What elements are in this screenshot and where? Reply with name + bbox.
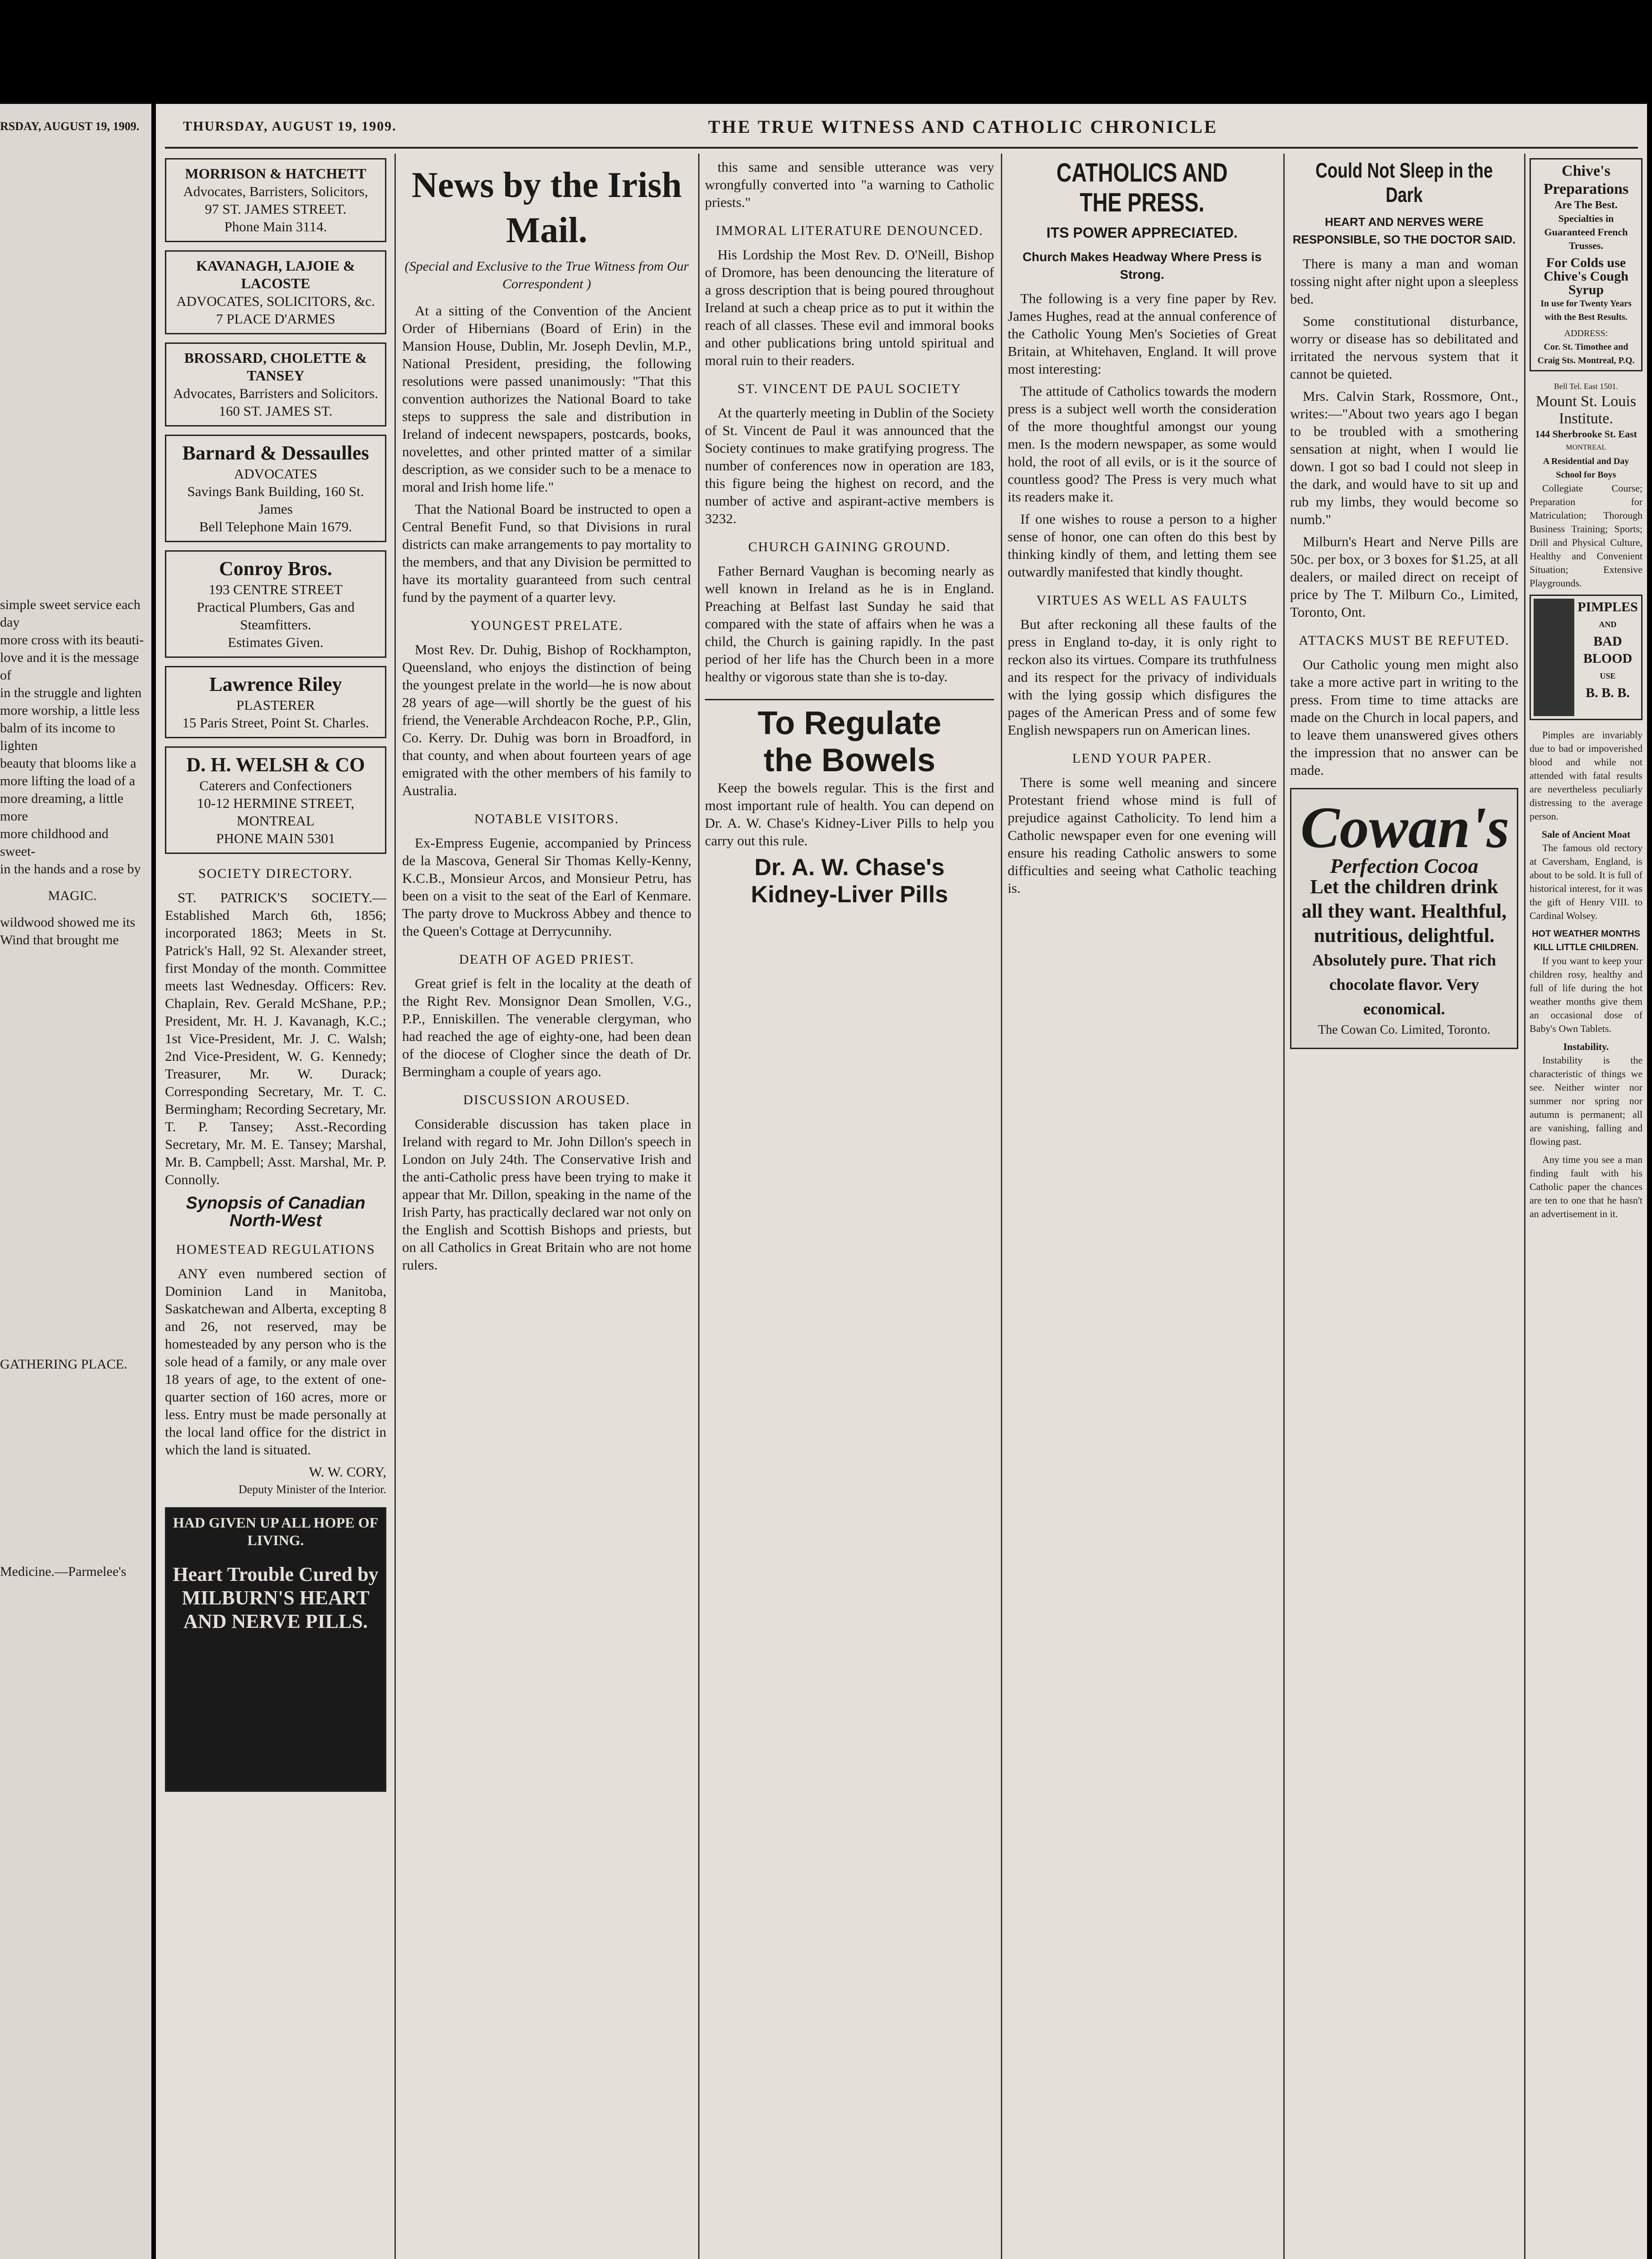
catholics-headline-1: CATHOLICS AND	[1056, 158, 1228, 187]
column-rule	[1001, 154, 1002, 2259]
ad-line: 15 Paris Street, Point St. Charles.	[182, 715, 369, 731]
ad-chase-footer-1: Dr. A. W. Chase's	[754, 854, 945, 881]
ad-pimples	[1530, 595, 1643, 720]
adjacent-line: more dreaming, a little more	[0, 791, 124, 824]
society-text: ST. PATRICK'S SOCIETY.—Established March 6th, 1856; incorporated 1863; Meets in St. Patrick's Hall, 92 St. Alexander street, first Monday of the month. Committee meets last Wednesday. Officers: Rev. Chaplain, Rev. Gerald McShane, P.P.; President, Mr. H. J. Kavanagh, K.C.; 1st Vice-President, Mr. J. C. Walsh; 2nd Vice-President, W. G. Kennedy; Treasurer, Mr. W. Durack; Corresponding Secretary, Mr. T. C. Bermingham; Recording Secretary, Mr. T. P. Tansey; Asst.-Recording Secretary, Mr. M. E. Tansey; Marshal, Mr. B. Campbell; Asst. Marshal, Mr. P. Connolly.	[165, 890, 386, 1187]
institute-text: Collegiate Course; Preparation for Matriculation; Thorough Business Training; Sports; Drill and Physical Culture, Healthy and Convenient Situation; Extensive Playgrounds.	[1530, 483, 1643, 589]
ad-cowans-cocoa	[1290, 788, 1518, 1049]
address-label: ADDRESS:	[1564, 328, 1608, 338]
article-paragraph: this same and sensible utterance was very wrongfully converted into "a warning to Catholic priests."	[705, 159, 994, 210]
cowans-tagline-2: Absolutely pure. That rich chocolate flavor. Very economical.	[1312, 951, 1496, 1018]
ad-line: 7 PLACE D'ARMES	[216, 311, 335, 327]
adjacent-line: more worship, a little less	[0, 703, 140, 718]
section-heading: LEND YOUR PAPER.	[1072, 751, 1212, 766]
ad-line: Advocates, Barristers, Solicitors,	[183, 183, 368, 199]
article-paragraph: But after reckoning all these faults of the press in England to-day, it is only right to reckon also its virtues. Compare its truthfulness and its respect for the privacy of individuals with the lying gossip which disfigures the pages of the American Press and of some few English newspapers run on American lines.	[1008, 616, 1277, 738]
ad-title: Barnard & Dessaulles	[182, 442, 369, 464]
ad-chives	[1530, 158, 1643, 371]
synopsis-signature: W. W. CORY,	[309, 1464, 386, 1480]
chives-title: Chive's Preparations	[1543, 163, 1629, 197]
article-paragraph: The following is a very fine paper by Rev. James Hughes, read at the annual conference of the Catholic Young Men's Societies of Great Britain, at Whitehaven, England. It will prove most interesting:	[1008, 291, 1277, 377]
ad-line: Advocates, Barristers and Solicitors.	[173, 385, 378, 401]
running-header	[183, 111, 1620, 142]
adjacent-line: beauty that blooms like a	[0, 756, 136, 771]
colds-line-2: Chive's Cough Syrup	[1544, 269, 1629, 297]
article-paragraph: Father Bernard Vaughan is becoming nearly as well known in Ireland as he is in England. Preaching at Belfast last Sunday he said that compared with the state of affairs when he was a child, the Church is gaining rapidly. In the past period of her life has the Church been in a more healthy or vigorous state than she is to-day.	[705, 563, 994, 684]
adjacent-line: more childhood and sweet-	[0, 826, 108, 859]
pimples-line: B. B. B.	[1586, 685, 1630, 700]
cowans-subtitle: Perfection Cocoa	[1330, 854, 1478, 877]
adjacent-line: in the struggle and lighten	[0, 685, 142, 700]
article-paragraph: Some constitutional disturbance, worry or disease has so debilitated and irritated the nervous system that it cannot be quieted.	[1290, 313, 1518, 382]
section-heading: ST. VINCENT DE PAUL SOCIETY	[737, 381, 962, 396]
synopsis-subheading: HOMESTEAD REGULATIONS	[176, 1242, 375, 1257]
ad-line: ADVOCATES, SOLICITORS, &c.	[176, 293, 375, 309]
instability-heading: Instability.	[1563, 1041, 1609, 1052]
colds-line-3: In use for Twenty Years with the Best Results.	[1540, 299, 1632, 322]
institute-phone: Bell Tel. East 1501.	[1554, 382, 1618, 391]
article-paragraph: There is many a man and woman tossing night after night upon a sleepless bed.	[1290, 256, 1518, 307]
cowans-logo: Cowan's	[1300, 795, 1510, 860]
pimples-line: PIMPLES	[1577, 600, 1638, 614]
article-paragraph: The attitude of Catholics towards the modern press is a subject well worth the consideration of the more thoughtful amongst our young men. Is the modern newspaper, as some would hold, the root of all evils, or is it the source of countless good? The Press is very much what its readers make it.	[1008, 383, 1277, 505]
hot-weather-heading-1: HOT WEATHER MONTHS	[1532, 929, 1640, 939]
catholics-headline-2: THE PRESS.	[1079, 188, 1205, 217]
cowans-footer: The Cowan Co. Limited, Toronto.	[1318, 1023, 1490, 1037]
woman-illustration	[1534, 599, 1574, 716]
ad-kavanagh	[165, 250, 386, 334]
institute-title: Mount St. Louis Institute.	[1536, 393, 1636, 427]
article-paragraph: Considerable discussion has taken place in Ireland with regard to Mr. John Dillon's speech in London on July 24th. The Conservative Irish and the anti-Catholic press have been trying to make it appear that Mr. Dillon, speaking in the name of the Irish Party, has practically declared war not only on the English and Scottish Bishops and priests, but on all Catholics in Great Britain who are not home rulers.	[402, 1116, 691, 1273]
ad-line: ADVOCATES	[234, 466, 318, 482]
section-heading: ATTACKS MUST BE REFUTED.	[1299, 633, 1510, 648]
ad-heart-text: Heart Trouble Cured by MILBURN'S HEART AND NERVE PILLS.	[173, 1563, 379, 1632]
column-ads-right	[1530, 158, 1643, 2259]
end-text: Any time you see a man finding fault with his Catholic paper the chances are ten to one that he hasn't an advertisement in it.	[1530, 1154, 1643, 1219]
article-paragraph: That the National Board be instructed to open a Central Benefit Fund, so that Divisions in rural districts can make arrangements to pay mortality to the members, and that any Division be permitted to have its mortality guaranteed from such central fund by the payment of a quarter levy.	[402, 501, 691, 605]
adjacent-line: love and it is the message of	[0, 650, 139, 683]
cowans-tagline: Let the children drink all they want. Healthful, nutritious, delightful.	[1301, 876, 1507, 947]
section-heading: NOTABLE VISITORS.	[474, 811, 620, 826]
irish-mail-subline: (Special and Exclusive to the True Witness from Our Correspondent )	[404, 259, 689, 291]
sale-text: The famous old rectory at Caversham, England, is about to be sold. It is full of historical interest, for it was the gift of Henry VIII. to Cardinal Wolsey.	[1530, 842, 1643, 921]
article-paragraph: Most Rev. Dr. Duhig, Bishop of Rockhampton, Queensland, who enjoys the distinction of being the youngest prelate in the world—he is now about 28 years of age—will shortly be the guest of his friend, the Venerable Archdeacon Roche, P.P., Glin, Co. Kerry. Dr. Duhig was born in Broadford, in that county, and when about fourteen years of age emigrated with the other members of his family to Australia.	[402, 642, 691, 798]
ad-line: PHONE MAIN 5301	[216, 830, 335, 846]
ad-title: Conroy Bros.	[219, 558, 333, 580]
adjacent-line: GATHERING PLACE.	[0, 1357, 127, 1372]
pimples-line: BLOOD	[1583, 651, 1633, 666]
sleep-subhead: HEART AND NERVES WERE RESPONSIBLE, SO THE DOCTOR SAID.	[1292, 215, 1516, 246]
column-irish-mail	[402, 158, 691, 2259]
header-date: THURSDAY, AUGUST 19, 1909.	[183, 119, 397, 134]
ad-welsh	[165, 746, 386, 854]
colds-line-1: For Colds use	[1546, 255, 1626, 270]
ad-line: 97 ST. JAMES STREET.	[205, 201, 347, 217]
section-heading: DEATH OF AGED PRIEST.	[459, 952, 635, 967]
ad-line: Savings Bank Building, 160 St. James	[187, 483, 364, 517]
institute-address: 144 Sherbrooke St. East	[1535, 428, 1637, 440]
hot-weather-text: If you want to keep your children rosy, healthy and full of life during the hot weather months give them an occasional dose of Baby's Own Tablets.	[1530, 955, 1643, 1034]
ad-regulate-title-1: To Regulate	[757, 705, 942, 741]
ad-title: D. H. WELSH & CO	[186, 754, 365, 776]
irish-mail-headline: News by the Irish Mail.	[412, 165, 682, 250]
adjacent-line: in the hands and a rose by	[0, 862, 141, 876]
article-paragraph: His Lordship the Most Rev. D. O'Neill, Bishop of Dromore, has been denouncing the literature of a gross description that is being poured throughout Ireland at such a cheap price as to put it within the reach of all classes. These evil and immoral books and other publications bring untold spiritual and moral ruin to their readers.	[705, 247, 994, 368]
ad-brossard	[165, 342, 386, 426]
ad-morrison-hatchett	[165, 158, 386, 242]
adjacent-page-date: RSDAY, AUGUST 19, 1909.	[0, 120, 140, 133]
column-rule	[394, 154, 396, 2259]
article-paragraph: Ex-Empress Eugenie, accompanied by Princess de la Mascova, General Sir Thomas Kelly-Kenny, K.C.B., Monsieur Arcos, and Monsieur Petru, has been on a visit to the seat of the Earl of Kenmare. The party drove to Muckross Abbey and thence to the Queen's Cottage at Derrycunnihy.	[402, 835, 691, 939]
column-rule	[1283, 154, 1285, 2259]
article-paragraph: At a sitting of the Convention of the Ancient Order of Hibernians (Board of Erin) in the Mansion House, Dublin, Mr. Joseph Devlin, M.P., National President, presiding, the following resolutions were passed unanimously: "That this convention authorizes the National Board to take steps to suppress the sale and distribution in Ireland of indecent newspapers, postcards, books, novelettes, and other printed matter of a similar description, as we consider such to be a menace to moral and Irish home life."	[402, 303, 691, 495]
institute-city: MONTREAL	[1566, 444, 1606, 451]
section-heading: IMMORAL LITERATURE DENOUNCED.	[715, 223, 984, 238]
ad-line: Estimates Given.	[228, 634, 324, 650]
ad-barnard	[165, 435, 386, 542]
pimples-line: BAD	[1593, 634, 1622, 649]
section-heading: CHURCH GAINING GROUND.	[748, 539, 951, 554]
section-heading: YOUNGEST PRELATE.	[470, 618, 624, 633]
ad-regulate-text: Keep the bowels regular. This is the first and most important rule of health. You can depend on Dr. A. W. Chase's Kidney-Liver Pills to help you carry out this rule.	[705, 780, 994, 848]
column-catholics-press	[1008, 158, 1277, 2259]
adjacent-line: Medicine.—Parmelee's	[0, 1564, 127, 1579]
ad-title: MORRISON & HATCHETT	[185, 165, 366, 182]
column-directory	[165, 158, 386, 2259]
institute-subtitle: A Residential and Day School for Boys	[1543, 456, 1629, 480]
article-paragraph: At the quarterly meeting in Dublin of the Society of St. Vincent de Paul it was announced that the Society continues to make gratifying progress. The number of conferences now in operation are 183, this figure being the highest on record, and the number of active and aspirant-active members is 3232.	[705, 405, 994, 526]
adjacent-line: Wind that brought me	[0, 933, 119, 947]
ad-line: 193 CENTRE STREET	[208, 581, 343, 597]
sleep-headline: Could Not Sleep in the Dark	[1315, 159, 1493, 206]
synopsis-text: ANY even numbered section of Dominion Land in Manitoba, Saskatchewan and Alberta, excepting 8 and 26, not reserved, may be homesteaded by any person who is the sole head of a family, or any male over 18 years of age, to the extent of one-quarter section of 160 acres, more or less. Entry must be made personally at the local land office for the district in which the land is situated.	[165, 1265, 386, 1458]
header-rule	[165, 147, 1638, 149]
article-paragraph: If one wishes to rouse a person to a higher sense of honor, one can often do this best by thinking kindly of them, and letting them see outwardly manifested that kindly thought.	[1008, 511, 1277, 580]
ad-line: 10-12 HERMINE STREET, MONTREAL	[197, 795, 355, 829]
ad-conroy	[165, 550, 386, 658]
pimples-text: Pimples are invariably due to bad or impoverished blood and while not attended with fatal results are nevertheless peculiarly distressing to the average person.	[1530, 729, 1643, 822]
adjacent-line: wildwood showed me its	[0, 915, 136, 930]
adjacent-line: more lifting the load of a	[0, 773, 136, 788]
ad-heart-title: HAD GIVEN UP ALL HOPE OF LIVING.	[173, 1514, 379, 1548]
ad-riley	[165, 666, 386, 738]
article-paragraph: Our Catholic young men might also take a more active part in writing to the press. From time to time attacks are made on the Church in local papers, and to leave them unanswered gives others the impression that no answer can be made.	[1290, 656, 1518, 778]
column-irish-mail-continued	[705, 158, 994, 2259]
column-could-not-sleep	[1290, 158, 1518, 2259]
chives-sub: Are The Best.	[1554, 199, 1618, 211]
adjacent-page-text	[0, 120, 145, 1580]
adjacent-line: MAGIC.	[48, 888, 97, 903]
ad-line: 160 ST. JAMES ST.	[219, 403, 333, 419]
synopsis-heading: Synopsis of Canadian North-West	[186, 1194, 366, 1230]
section-heading: VIRTUES AS WELL AS FAULTS	[1036, 593, 1248, 608]
article-paragraph: Great grief is felt in the locality at the death of the Right Rev. Monsignor Dean Smollen, V.G., P.P., Enniskillen. The venerable clergyman, who had reached the age of eighty-one, had been dean of the diocese of Clogher since the death of Dr. Bermingham a couple of years ago.	[402, 975, 691, 1079]
article-paragraph: Milburn's Heart and Nerve Pills are 50c. per box, or 3 boxes for $1.25, at all dealers, or mailed direct on receipt of price by The T. Milburn Co., Limited, Toronto, Ont.	[1290, 534, 1518, 620]
adjacent-line: more cross with its beauti-	[0, 633, 144, 647]
ad-line: Practical Plumbers, Gas and Steamfitters.	[197, 599, 355, 633]
column-rule	[1524, 154, 1525, 2259]
catholics-subhead-2: Church Makes Headway Where Press is Strong.	[1022, 250, 1262, 281]
adjacent-line: simple sweet service each day	[0, 597, 141, 630]
ad-title: Lawrence Riley	[209, 673, 342, 695]
ad-regulate-title-2: the Bowels	[763, 742, 936, 778]
ad-line: Phone Main 3114.	[224, 219, 327, 234]
pimples-line: AND	[1599, 620, 1617, 629]
adjacent-line: balm of its income to lighten	[0, 721, 115, 753]
address: Cor. St. Timothee and Craig Sts. Montreal, P.Q.	[1537, 342, 1635, 366]
ad-title: BROSSARD, CHOLETTE & TANSEY	[184, 350, 367, 384]
sale-heading: Sale of Ancient Moat	[1541, 829, 1631, 840]
article-paragraph: Mrs. Calvin Stark, Rossmore, Ont., writes:—"About two years ago I began to be troubled with a smothering sensation at night, when I would lie down. I got so bad I could not sleep in the dark, and would have to sit up and rub my limbs, they would become so numb."	[1290, 388, 1518, 527]
ad-line: PLASTERER	[236, 697, 315, 713]
ad-heart-trouble	[165, 1507, 386, 1792]
society-directory-heading: SOCIETY DIRECTORY.	[198, 866, 353, 881]
ad-title: KAVANAGH, LAJOIE & LACOSTE	[196, 258, 355, 291]
instability-text: Instability is the characteristic of things we see. Neither winter nor summer nor spring nor autumn is permanent; all are vanishing, falling and flowing past.	[1530, 1055, 1643, 1147]
section-heading: DISCUSSION AROUSED.	[463, 1092, 630, 1107]
ad-line: Bell Telephone Main 1679.	[199, 519, 352, 534]
synopsis-signature-title: Deputy Minister of the Interior.	[238, 1483, 386, 1496]
newspaper-page	[156, 104, 1647, 2259]
hot-weather-heading-2: KILL LITTLE CHILDREN.	[1534, 942, 1638, 952]
header-paper-title: THE TRUE WITNESS AND CATHOLIC CHRONICLE	[708, 116, 1218, 137]
adjacent-page-fragment	[0, 104, 151, 2259]
column-rule	[698, 154, 699, 2259]
ad-chase-footer-2: Kidney-Liver Pills	[751, 881, 948, 908]
chives-specialties: Specialties in Guaranteed French Trusses.	[1544, 213, 1628, 251]
catholics-subhead-1: ITS POWER APPRECIATED.	[1046, 225, 1238, 241]
article-paragraph: There is some well meaning and sincere Protestant friend whose mind is full of prejudice against Catholicity. To lend him a Catholic newspaper even for one evening will ensure his reading Catholic answers to some difficulties and seeing what Catholic teaching is.	[1008, 774, 1277, 896]
ad-line: Caterers and Confectioners	[199, 778, 352, 793]
pimples-line: USE	[1600, 671, 1616, 680]
